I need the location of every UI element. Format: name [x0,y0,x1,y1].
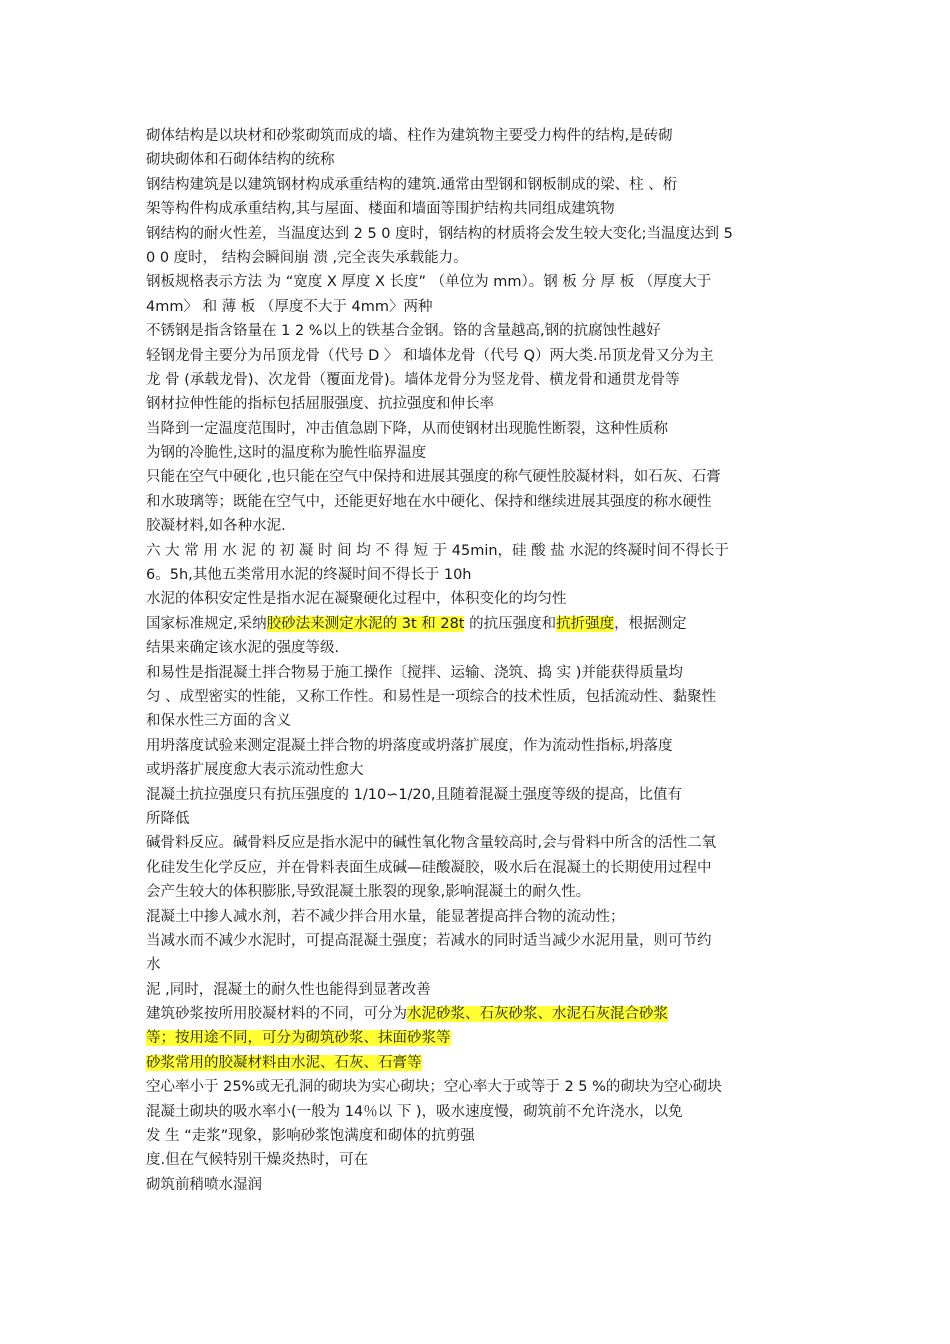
line-text: 用坍落度试验来测定混凝土拌合物的坍落度或坍落扩展度，作为流动性指标,坍落度 [146,737,673,754]
text-line [146,490,810,514]
text-line [146,295,810,319]
text-line [146,1100,810,1124]
text-line [146,734,810,758]
line-text: 水 [146,957,161,974]
text-line [146,197,810,221]
highlighted-text: 水泥砂浆、石灰砂浆、水泥石灰混合砂浆 [407,1006,668,1023]
text-line [146,587,810,611]
text-line [146,880,810,904]
text-line [146,392,810,416]
line-text: 水泥的体积安定性是指水泥在凝聚硬化过程中，体积变化的均匀性 [146,591,567,608]
line-text: 或坍落扩展度愈大表示流动性愈大 [146,762,364,779]
line-text: 钢结构建筑是以建筑钢材构成承重结构的建筑.通常由型钢和钢板制成的梁、柱 、桁 [146,176,678,193]
text-line [146,563,810,587]
line-text: 为钢的冷脆性,这时的温度称为脆性临界温度 [146,445,427,462]
text-line [146,270,810,294]
text-line [146,1148,810,1172]
text-line [146,124,810,148]
text-line [146,246,810,270]
line-text: 当减水而不减少水泥时，可提高混凝土强度；若减水的同时适当减少水泥用量，则可节约 [146,932,712,949]
line-text: 匀 、成型密实的性能，又称工作性。和易性是一项综合的技术性质，包括流动性、黏聚性 [146,688,717,705]
line-text: 结果来确定该水泥的强度等级. [146,640,340,657]
line-text: 胶凝材料,如各种水泥. [146,518,286,535]
line-text: 4mm〉 和 薄 板 （厚度不大于 4mm〉两种 [146,298,433,315]
text-line [146,417,810,441]
line-text: 会产生较大的体积膨胀,导致混凝土胀裂的现象,影响混凝土的耐久性。 [146,884,591,901]
text-line [146,539,810,563]
text-line [146,685,810,709]
line-text: 混凝土抗拉强度只有抗压强度的 1/10∽1/20,且随着混凝土强度等级的提高，比值有 [146,786,682,803]
text-line [146,831,810,855]
text-line [146,148,810,172]
line-text: ，根据测定 [614,615,687,632]
line-text: 建筑砂浆按所用胶凝材料的不同，可分为 [146,1006,407,1023]
text-line [146,807,810,831]
line-text: 度.但在气候特别干燥炎热时，可在 [146,1152,369,1169]
document-body [146,124,810,1197]
line-text: 钢材拉伸性能的指标包括屈服强度、抗拉强度和伸长率 [146,396,494,413]
text-line [146,173,810,197]
text-line [146,1002,810,1026]
line-text: 发 生 “走浆”现象，影响砂浆饱满度和砌体的抗剪强 [146,1128,475,1145]
highlighted-text: 砂浆常用的胶凝材料由水泥、石灰、石膏等 [146,1054,422,1071]
text-line [146,368,810,392]
text-line [146,1051,810,1075]
text-line [146,661,810,685]
line-text: 钢结构的耐火性差，当温度达到 2 5 0 度时，钢结构的材质将会发生较大变化;当温度达到 5 [146,225,733,242]
line-text: 砌块砌体和石砌体结构的统称 [146,152,335,169]
text-line [146,905,810,929]
line-text: 架等构件构成承重结构,其与屋面、楼面和墙面等围护结构共同组成建筑物 [146,201,615,218]
text-line [146,441,810,465]
text-line [146,783,810,807]
line-text: 混凝土中掺人减水剂，若不减少拌合用水量，能显著提高拌合物的流动性； [146,908,625,925]
text-line [146,514,810,538]
line-text: 当降到一定温度范围时，冲击值急剧下降，从而使钢材出现脆性断裂，这种性质称 [146,420,668,437]
line-text: 化硅发生化学反应，并在骨料表面生成碱—硅酸凝胶，吸水后在混凝土的长期使用过程中 [146,859,712,876]
line-text: 的抗压强度和 [464,615,557,632]
text-line [146,1124,810,1148]
line-text: 砌体结构是以块材和砂浆砌筑而成的墙、柱作为建筑物主要受力构件的结构,是砖砌 [146,128,673,144]
line-text: 只能在空气中硬化 ,也只能在空气中保持和进展其强度的称气硬性胶凝材料，如石灰、石膏 [146,469,721,486]
line-text: 钢板规格表示方法 为 “宽度 X 厚度 X 长度” （单位为 mm）。钢 板 分 厚 板 （厚度大于 [146,274,712,291]
line-text: 0 0 度时， 结构会瞬间崩 溃 ,完全丧失承载能力。 [146,249,468,266]
line-text: 碱骨料反应。碱骨料反应是指水泥中的碱性氧化物含量较高时,会与骨料中所含的活性二氧 [146,835,717,852]
line-text: 6。5h,其他五类常用水泥的终凝时间不得长于 10h [146,567,472,584]
line-text: 和易性是指混凝土拌合物易于施工操作〔搅拌、运输、浇筑、捣 实 )并能获得质量均 [146,664,683,681]
highlighted-text: 等；按用途不同，可分为砌筑砂浆、抹面砂浆等 [146,1030,451,1047]
line-text: 所降低 [146,810,190,827]
line-text: 和保水性三方面的含义 [146,713,291,730]
text-line [146,319,810,343]
highlighted-text: 抗折强度 [556,615,615,632]
line-text: 和水玻璃等；既能在空气中，还能更好地在水中硬化、保持和继续进展其强度的称水硬性 [146,493,712,510]
line-text: 砌筑前稍喷水湿润 [146,1176,262,1193]
line-text: 混凝土砌块的吸水率小(一般为 14％以 下 )，吸水速度慢，砌筑前不允许浇水，以免 [146,1103,683,1120]
line-text: 国家标准规定,采纳 [146,615,267,632]
text-line [146,636,810,660]
text-line [146,978,810,1002]
text-line [146,612,810,636]
line-text: 空心率小于 25%或无孔洞的砌块为实心砌块；空心率大于或等于 2 5 %的砌块为空心砌块 [146,1079,722,1096]
text-line [146,344,810,368]
line-text: 不锈钢是指含铬量在 1 2 %以上的铁基合金钢。铬的含量越高,钢的抗腐蚀性越好 [146,323,661,340]
line-text: 轻钢龙骨主要分为吊顶龙骨（代号 D 〉 和墙体龙骨（代号 Q）两大类.吊顶龙骨又分为主 [146,347,714,364]
text-line [146,758,810,782]
line-text: 六 大 常 用 水 泥 的 初 凝 时 间 均 不 得 短 于 45min，硅 酸 盐 水泥的终凝时间不得长于 [146,542,729,559]
text-line [146,929,810,953]
text-line [146,1173,810,1197]
line-text: 龙 骨 (承载龙骨)、次龙骨（覆面龙骨)。墙体龙骨分为竖龙骨、横龙骨和通贯龙骨等 [146,371,680,388]
text-line [146,1026,810,1050]
text-line [146,222,810,246]
text-line [146,856,810,880]
text-line [146,465,810,489]
highlighted-text: 胶砂法来测定水泥的 3t 和 28t [266,615,465,632]
text-line [146,709,810,733]
text-line [146,1075,810,1099]
text-line [146,953,810,977]
line-text: 泥 ,同时，混凝土的耐久性也能得到显著改善 [146,981,431,998]
